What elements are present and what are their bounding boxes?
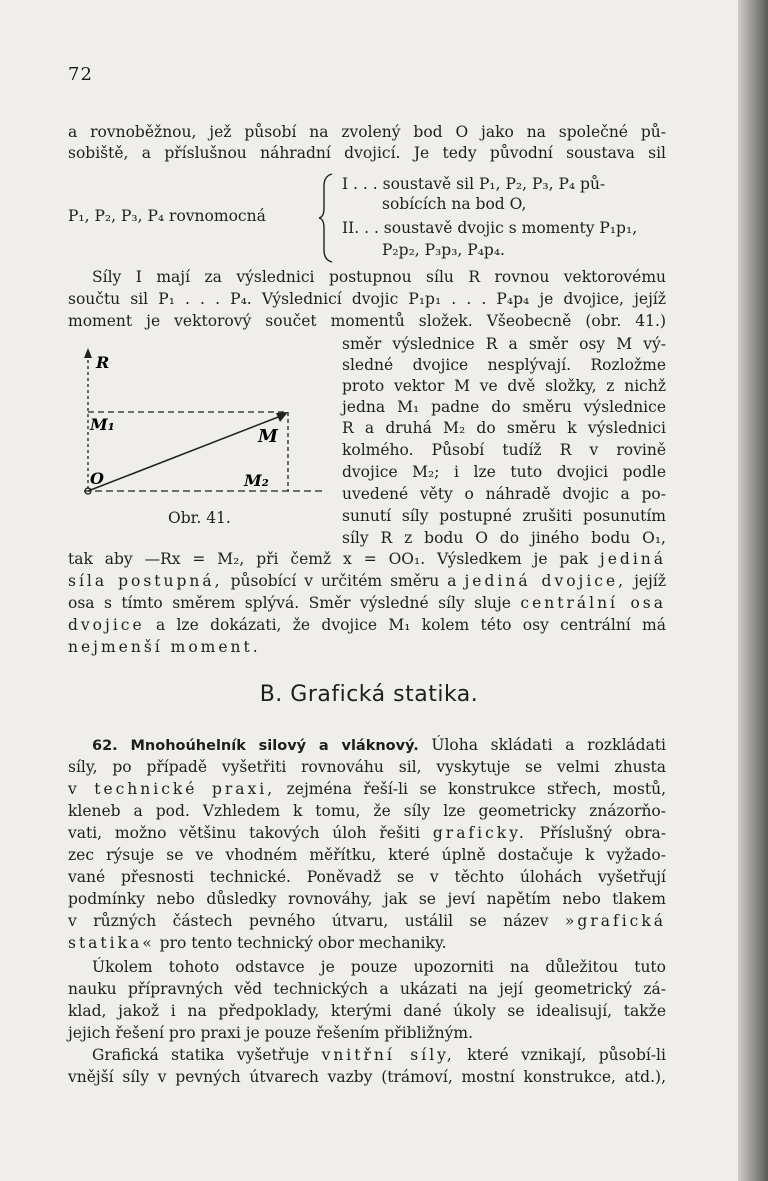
text-line: sledné dvojice nesplývají. Rozložme [342, 356, 666, 374]
decomposition-right-line: II. . . soustavě dvojic s momenty P₁p₁, [342, 219, 638, 237]
page-edge-shadow [738, 0, 768, 1181]
r-arrow-icon [84, 348, 92, 358]
decomposition-right-line: I . . . soustavě sil P₁, P₂, P₃, P₄ pů- [342, 175, 606, 193]
text-line: síla postupná, působící v určitém směru a jediná dvojice, jejíž [68, 572, 666, 590]
text-line: Grafická statika vyšetřuje vnitřní síly, které vznikají, působí-li [92, 1046, 666, 1064]
label-O: O [90, 469, 104, 488]
label-M2: M₂ [244, 471, 269, 490]
text-line: směr výslednice R a směr osy M vý- [342, 335, 666, 353]
text-line: vané přesnosti technické. Poněvadž se v těchto úlohách vyšetřují [68, 868, 666, 886]
text-line: nauku přípravných věd technických a ukázati na její geometrický zá- [68, 980, 666, 998]
text-line: Úkolem tohoto odstavce je pouze upozorniti na důležitou tuto [92, 958, 666, 976]
figure-41 [76, 346, 336, 522]
text-line: podmínky nebo důsledky rovnováhy, jak se jeví napětím nebo tlakem [68, 890, 666, 908]
text-line: síly, po případě vyšetřiti rovnováhu sil, vyskytuje se velmi zhusta [68, 758, 666, 776]
text-line: statika« pro tento technický obor mechaniky. [68, 934, 447, 952]
text-line: v technické praxi, zejména řeší-li se konstrukce střech, mostů, [68, 780, 667, 798]
text-line: kleneb a pod. Vzhledem k tomu, že síly lze geometricky znázorňo- [68, 802, 666, 820]
text-line: tak aby —Rx = M₂, při čemž x = OO₁. Výsledkem je pak jediná [68, 550, 667, 568]
text-line: uvedené věty o náhradě dvojic a po- [342, 485, 666, 503]
text-line: síly R z bodu O do jiného bodu O₁, [342, 529, 666, 547]
text-line: osa s tímto směrem splývá. Směr výsledné síly sluje centrální osa [68, 594, 666, 612]
label-M1: M₁ [90, 415, 115, 434]
label-M: M [258, 426, 278, 447]
text-line: dvojice a lze dokázati, že dvojice M₁ kolem této osy centrální má [68, 616, 666, 634]
text-line: zec rýsuje se ve vhodném měřítku, které úplně dostačuje k vyžado- [68, 846, 666, 864]
text-line: Síly I mají za výslednici postupnou sílu R rovnou vektorovému [92, 268, 666, 286]
text-line: a rovnoběžnou, jež působí na zvolený bod O jako na společné pů- [68, 123, 666, 141]
text-line: jedna M₁ padne do směru výslednice [342, 398, 666, 416]
section-heading: B. Grafická statika. [259, 682, 479, 707]
text-line: součtu sil P₁ . . . P₄. Výslednicí dvojic P₁p₁ . . . P₄p₄ je dvojice, jejíž [68, 290, 666, 308]
text-line: vati, možno většinu takových úloh řešiti graficky. Příslušný obra- [68, 824, 666, 842]
page-number: 72 [68, 64, 93, 85]
curly-brace-icon [318, 172, 334, 264]
m-arrow-icon [276, 412, 288, 422]
text-line: R a druhá M₂ do směru k výslednici [342, 419, 666, 437]
text-line: moment je vektorový součet momentů složek. Všeobecně (obr. 41.) [68, 312, 666, 330]
section-title: 62. Mnohoúhelník silový a vláknový. [92, 738, 419, 754]
decomposition-right-line: sobících na bod O, [382, 195, 527, 213]
text-line: kolmého. Působí tudíž R v rovině [342, 441, 666, 459]
decomposition-right-line: P₂p₂, P₃p₃, P₄p₄. [382, 241, 505, 259]
text-line: nejmenší moment. [68, 638, 261, 656]
text-line: sobiště, a příslušnou náhradní dvojicí. Je tedy původní soustava sil [68, 144, 666, 162]
text-line: v různých částech pevného útvaru, ustálil se název »grafická [68, 912, 666, 930]
label-R: R [96, 353, 110, 372]
text-line: sunutí síly postupné zrušiti posunutím [342, 507, 666, 525]
text-line: klad, jakož i na předpoklady, kterými dané úkoly se idealisují, takže [68, 1002, 666, 1020]
text-line: 62. Mnohoúhelník silový a vláknový. Úloha skládati a rozkládati [92, 736, 667, 754]
text-line: proto vektor M ve dvě složky, z nichž [342, 377, 666, 395]
text-line: dvojice M₂; i lze tuto dvojici podle [342, 463, 666, 481]
text-line: jejich řešení pro praxi je pouze řešením přibližným. [68, 1024, 474, 1042]
text-line: vnější síly v pevných útvarech vazby (trámoví, mostní konstrukce, atd.), [68, 1068, 666, 1086]
decomposition-left: P₁, P₂, P₃, P₄ rovnomocná [68, 207, 266, 225]
figure-caption: Obr. 41. [168, 509, 231, 527]
